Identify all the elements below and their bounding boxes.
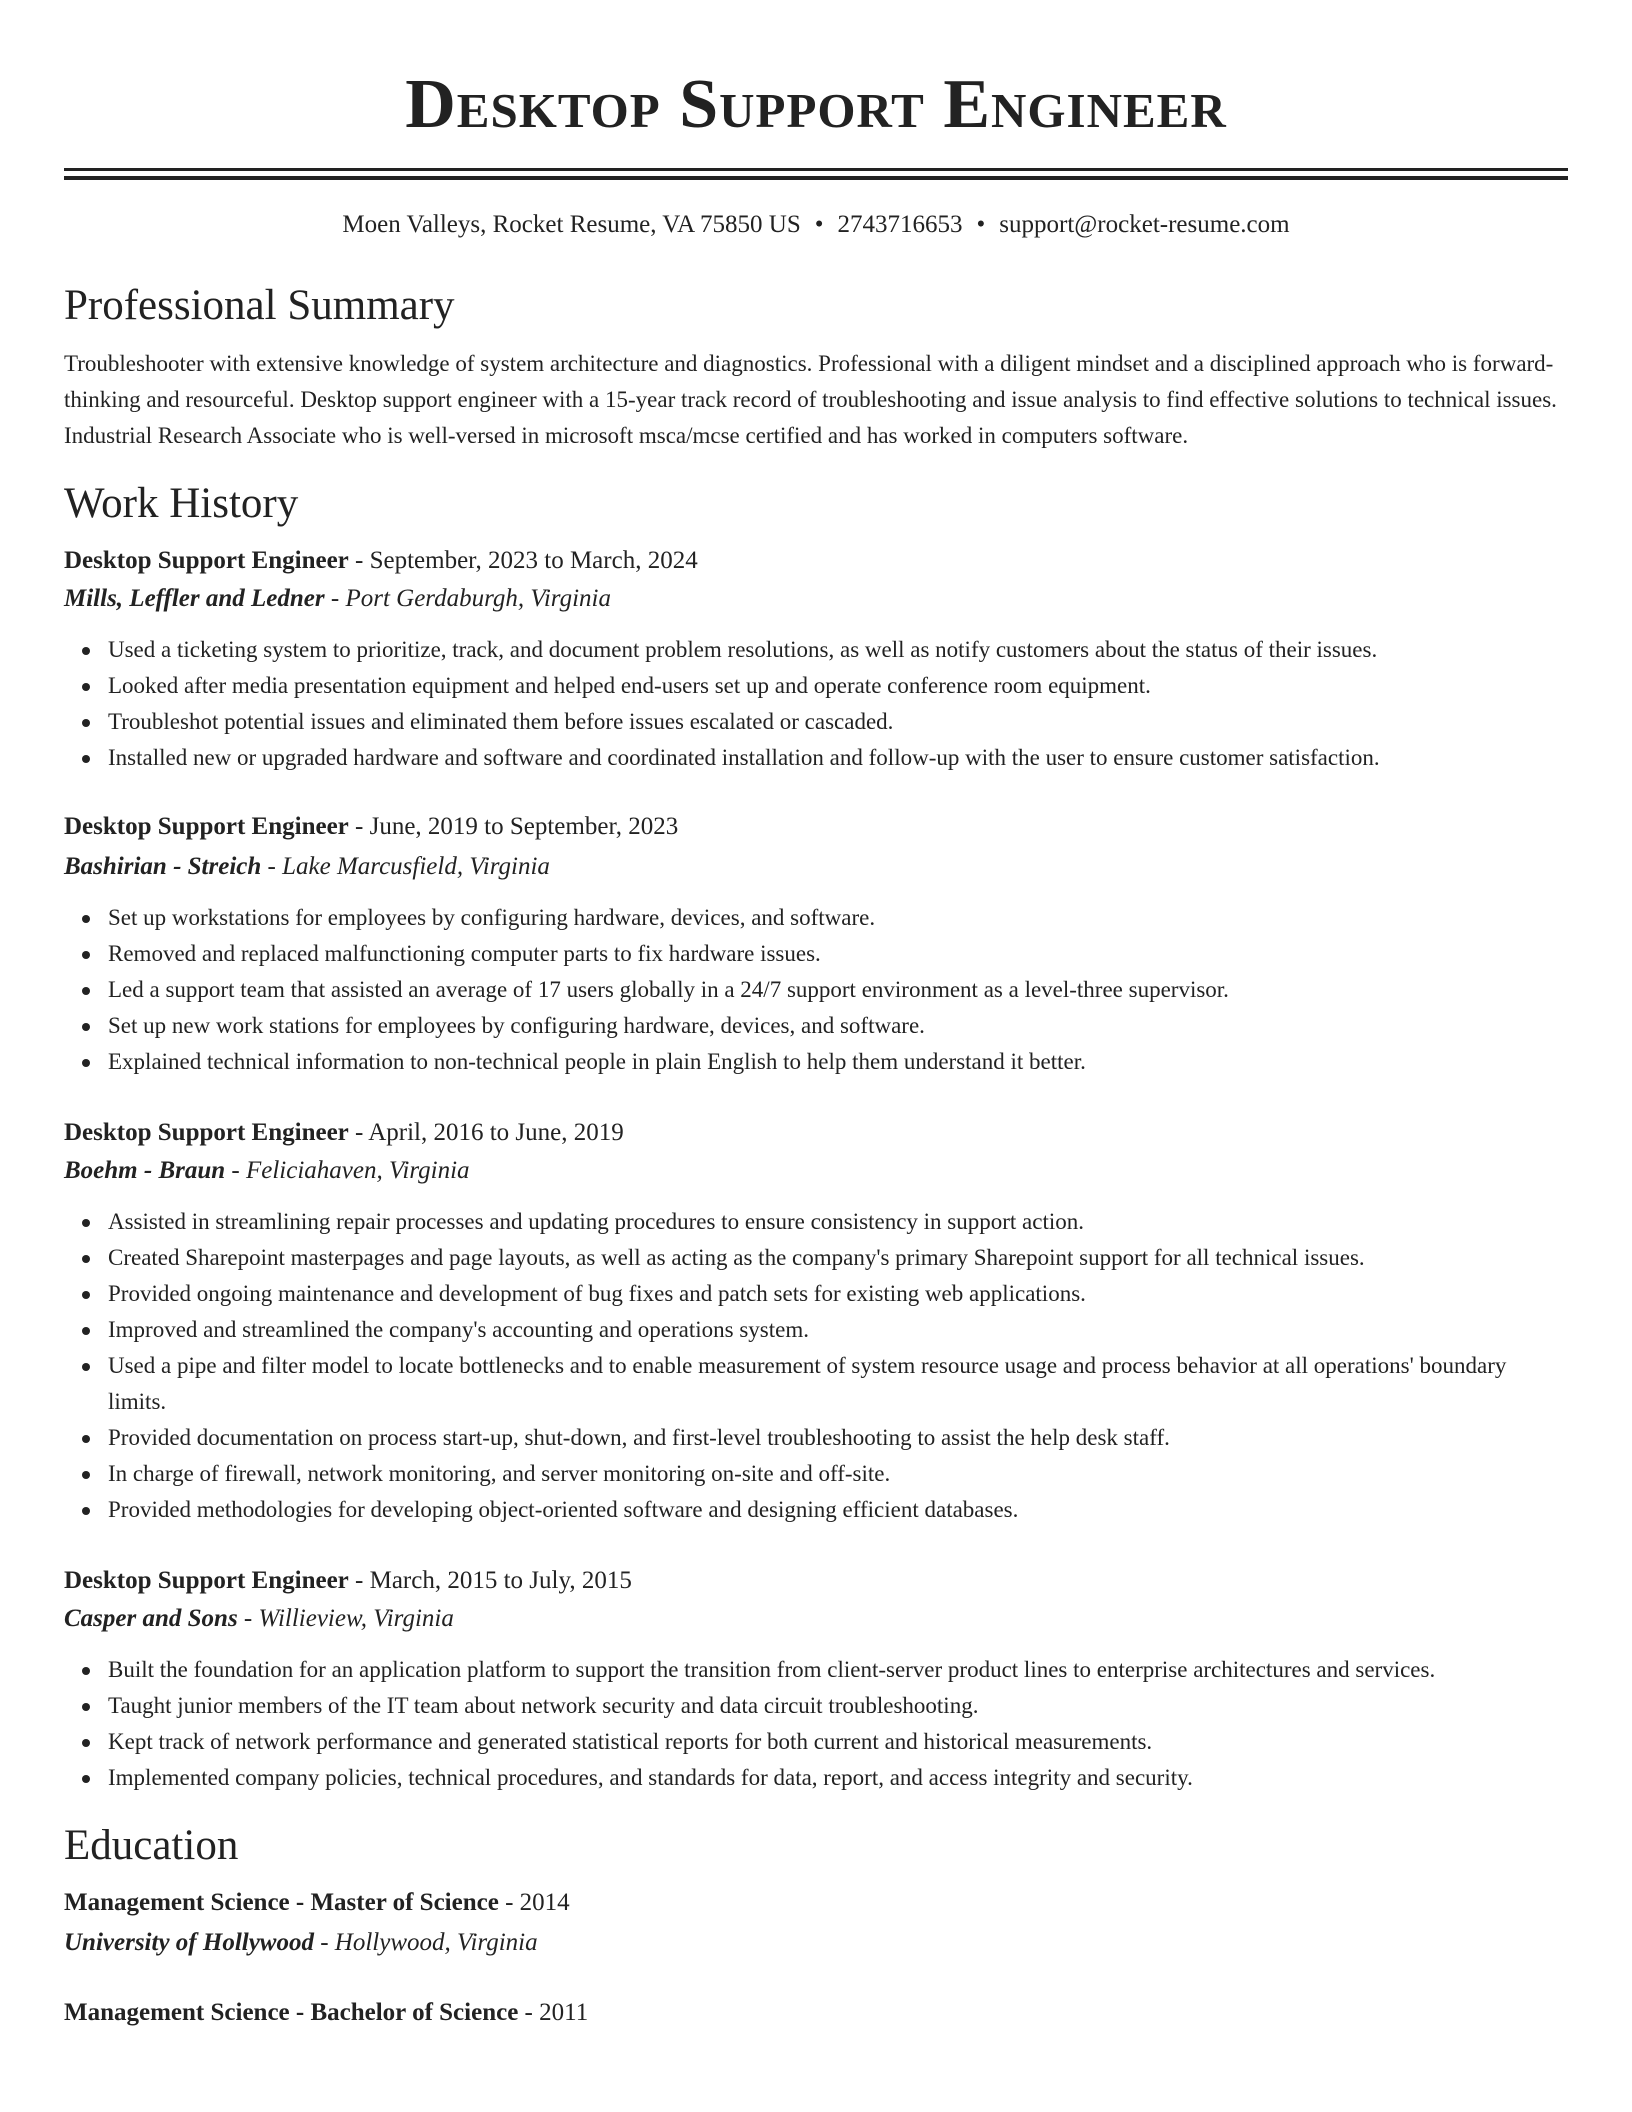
job-company: Boehm - Braun	[64, 1157, 226, 1184]
list-item: Led a support team that assisted an average of 17 users globally in a 24/7 support environment as a level-three supervisor.	[108, 972, 1568, 1008]
job-dates: - June, 2019 to September, 2023	[348, 813, 679, 840]
job-company: Bashirian - Streich	[64, 853, 262, 880]
work-history-heading: Work History	[64, 480, 299, 527]
job-location: - Lake Marcusfield, Virginia	[261, 853, 550, 880]
education-school: University of Hollywood	[64, 1929, 314, 1956]
list-item: Used a pipe and filter model to locate bottlenecks and to enable measurement of system resource usage and process behavior at all operations' boundary limits.	[108, 1348, 1568, 1420]
job-location: - Port Gerdaburgh, Virginia	[324, 585, 611, 612]
job-duties	[64, 632, 1568, 776]
education-location: - Hollywood, Virginia	[313, 1929, 538, 1956]
job-duties	[64, 1652, 1568, 1796]
list-item: Taught junior members of the IT team about network security and data circuit troubleshooting.	[108, 1688, 1568, 1724]
education-degree: Management Science - Bachelor of Science	[64, 1999, 519, 2026]
job-title: Desktop Support Engineer	[64, 1119, 349, 1146]
contact-line	[64, 208, 1568, 242]
job-title: Desktop Support Engineer	[64, 813, 349, 840]
job-entry	[64, 1114, 1568, 1528]
list-item: Created Sharepoint masterpages and page layouts, as well as acting as the company's primary Sharepoint support for all technical issues.	[108, 1240, 1568, 1276]
job-company-line	[64, 1600, 1568, 1638]
list-item: Built the foundation for an application platform to support the transition from client-server product lines to enterprise architectures and services.	[108, 1652, 1568, 1688]
list-item: Used a ticketing system to prioritize, track, and document problem resolutions, as well as notify customers about the status of their issues.	[108, 632, 1568, 668]
job-company-line	[64, 1152, 1568, 1190]
job-entry	[64, 808, 1568, 1080]
job-header	[64, 1114, 1568, 1152]
job-entry	[64, 1562, 1568, 1796]
job-company: Mills, Leffler and Ledner	[64, 585, 325, 612]
list-item: Kept track of network performance and generated statistical reports for both current and historical measurements.	[108, 1724, 1568, 1760]
education-heading: Education	[64, 1822, 239, 1869]
summary-heading: Professional Summary	[64, 282, 455, 329]
title-divider	[64, 168, 1568, 180]
list-item: Assisted in streamlining repair processes and updating procedures to ensure consistency in support action.	[108, 1204, 1568, 1240]
education-header	[64, 1884, 1568, 1922]
contact-separator: •	[976, 211, 986, 238]
job-company-line	[64, 848, 1568, 886]
education-year: - 2011	[518, 1999, 589, 2026]
job-dates: - April, 2016 to June, 2019	[348, 1119, 624, 1146]
list-item: Troubleshot potential issues and eliminated them before issues escalated or cascaded.	[108, 704, 1568, 740]
job-location: - Willieview, Virginia	[237, 1605, 454, 1632]
job-duties	[64, 900, 1568, 1080]
job-header	[64, 542, 1568, 580]
job-dates: - March, 2015 to July, 2015	[348, 1567, 632, 1594]
list-item: Provided methodologies for developing object-oriented software and designing efficient databases.	[108, 1492, 1568, 1528]
job-company: Casper and Sons	[64, 1605, 238, 1632]
education-year: - 2014	[498, 1889, 570, 1916]
list-item: Installed new or upgraded hardware and software and coordinated installation and follow-up with the user to ensure customer satisfaction.	[108, 740, 1568, 776]
list-item: Removed and replaced malfunctioning computer parts to fix hardware issues.	[108, 936, 1568, 972]
education-degree: Management Science - Master of Science	[64, 1889, 499, 1916]
job-dates: - September, 2023 to March, 2024	[348, 547, 698, 574]
list-item: Implemented company policies, technical procedures, and standards for data, report, and access integrity and security.	[108, 1760, 1568, 1796]
contact-separator: •	[814, 211, 824, 238]
summary-text: Troubleshooter with extensive knowledge of system architecture and diagnostics. Professional with a diligent mindset and a disciplined approach who is forward-thinking and resourceful. Desktop support engineer with a 15-year track record of troubleshooting and issue analysis to find effective solutions to technical issues. Industrial Research Associate who is well-versed in microsoft msca/mcse certified and has worked in computers software.	[64, 351, 1557, 448]
list-item: Set up workstations for employees by configuring hardware, devices, and software.	[108, 900, 1568, 936]
list-item: Set up new work stations for employees by configuring hardware, devices, and software.	[108, 1008, 1568, 1044]
contact-email[interactable]: support@rocket-resume.com	[999, 211, 1290, 238]
contact-phone: 2743716653	[837, 211, 963, 238]
education-entry	[64, 1884, 1568, 1962]
job-title: Desktop Support Engineer	[64, 1567, 349, 1594]
job-company-line	[64, 580, 1568, 618]
list-item: In charge of firewall, network monitoring, and server monitoring on-site and off-site.	[108, 1456, 1568, 1492]
job-duties	[64, 1204, 1568, 1528]
job-location: - Feliciahaven, Virginia	[225, 1157, 470, 1184]
education-header	[64, 1994, 1568, 2032]
page-title: Desktop Support Engineer	[405, 66, 1227, 143]
education-school-line	[64, 1924, 1568, 1962]
list-item: Improved and streamlined the company's accounting and operations system.	[108, 1312, 1568, 1348]
list-item: Explained technical information to non-technical people in plain English to help them understand it better.	[108, 1044, 1568, 1080]
job-title: Desktop Support Engineer	[64, 547, 349, 574]
job-header	[64, 1562, 1568, 1600]
job-header	[64, 808, 1568, 846]
resume-page	[64, 0, 1568, 2032]
list-item: Provided documentation on process start-up, shut-down, and first-level troubleshooting to assist the help desk staff.	[108, 1420, 1568, 1456]
list-item: Provided ongoing maintenance and development of bug fixes and patch sets for existing web applications.	[108, 1276, 1568, 1312]
education-entry	[64, 1994, 1568, 2032]
contact-address: Moen Valleys, Rocket Resume, VA 75850 US	[342, 211, 801, 238]
list-item: Looked after media presentation equipment and helped end-users set up and operate conference room equipment.	[108, 668, 1568, 704]
job-entry	[64, 542, 1568, 776]
